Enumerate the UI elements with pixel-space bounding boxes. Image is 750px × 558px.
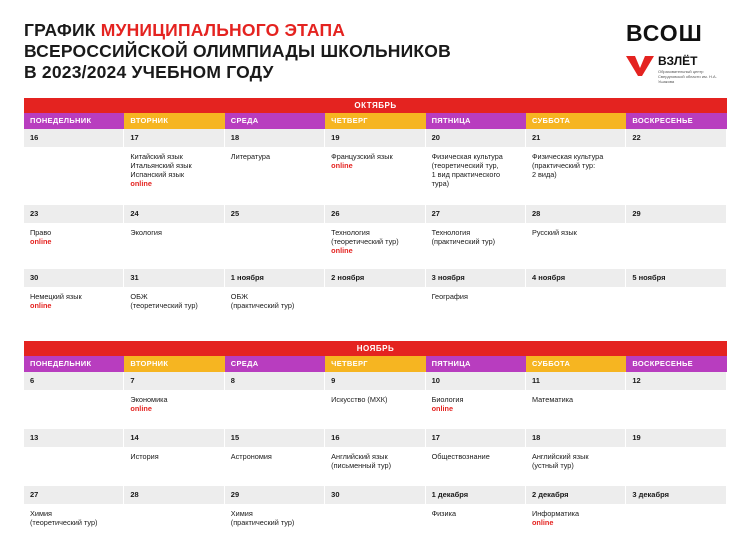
weekday-name: ВТОРНИК [124, 113, 224, 129]
events-row [24, 391, 727, 429]
date-cell: 8 [225, 372, 325, 390]
event-cell [526, 391, 626, 429]
date-cell: 18 [526, 429, 626, 447]
date-row [24, 205, 727, 224]
event-cell [124, 391, 224, 429]
event-subject: Литература [230, 152, 271, 161]
date-cell: 3 декабря [626, 486, 726, 504]
date-row [24, 372, 727, 391]
event-cell [124, 448, 224, 486]
event-cell [24, 505, 124, 535]
events-row [24, 148, 727, 205]
online-badge: online [130, 179, 152, 188]
event-cell [526, 288, 626, 318]
weekday-name: ПЯТНИЦА [426, 356, 526, 372]
event-subject: ОБЖ [230, 292, 248, 301]
date-cell: 29 [626, 205, 726, 223]
date-cell: 12 [626, 372, 726, 390]
date-cell: 18 [225, 129, 325, 147]
date-cell: 23 [24, 205, 124, 223]
date-cell: 27 [24, 486, 124, 504]
page-title [24, 20, 451, 83]
event-subject: Химия [230, 509, 253, 518]
event-cell [526, 148, 626, 205]
event-cell [426, 391, 526, 429]
event-subject: Английский язык [331, 452, 388, 461]
date-cell: 16 [24, 129, 124, 147]
event-subject: (практический тур) [431, 237, 496, 246]
date-cell: 11 [526, 372, 626, 390]
event-cell [626, 391, 726, 429]
event-cell [325, 448, 425, 486]
event-cell [24, 288, 124, 318]
vzlet-subtitle: Образовательный центр Свердловской области им. Н.А. Ушакова [658, 69, 717, 84]
event-subject: Китайский язык [130, 152, 183, 161]
event-subject: (устный тур) [531, 461, 574, 470]
event-cell [325, 148, 425, 205]
weekday-name: ВОСКРЕСЕНЬЕ [626, 113, 726, 129]
date-cell: 30 [24, 269, 124, 287]
date-row [24, 429, 727, 448]
date-cell: 2 ноября [325, 269, 425, 287]
weekday-name: ВОСКРЕСЕНЬЕ [626, 356, 726, 372]
online-badge: online [331, 161, 353, 170]
date-cell: 2 декабря [526, 486, 626, 504]
events-row [24, 505, 727, 535]
week-row [24, 129, 727, 205]
event-subject: Химия [30, 509, 52, 518]
date-cell: 26 [325, 205, 425, 223]
event-subject: Искусство (МХК) [331, 395, 388, 404]
date-cell: 28 [124, 486, 224, 504]
event-subject: ОБЖ [130, 292, 148, 301]
vzlet-name: ВЗЛЁТ [658, 54, 698, 68]
event-subject: История [130, 452, 159, 461]
event-subject: Право [30, 228, 52, 237]
week-row [24, 269, 727, 318]
event-cell [24, 391, 124, 429]
date-cell: 5 ноября [626, 269, 726, 287]
event-cell [626, 505, 726, 535]
date-cell: 7 [124, 372, 224, 390]
events-row [24, 224, 727, 269]
event-subject: Французский язык [331, 152, 393, 161]
event-cell [526, 505, 626, 535]
event-cell [24, 448, 124, 486]
date-cell: 31 [124, 269, 224, 287]
week-row [24, 486, 727, 535]
date-cell: 9 [325, 372, 425, 390]
event-subject: Физическая культура [531, 152, 604, 161]
week-row [24, 429, 727, 486]
date-cell: 29 [225, 486, 325, 504]
event-cell [325, 288, 425, 318]
event-cell [325, 505, 425, 535]
online-badge: online [130, 404, 152, 413]
event-subject: (теоретический тур, [431, 161, 499, 170]
weekday-header [24, 356, 727, 372]
event-cell [225, 448, 325, 486]
event-subject: 2 вида) [531, 170, 557, 179]
event-cell [325, 391, 425, 429]
event-subject: Информатика [531, 509, 580, 518]
date-cell: 28 [526, 205, 626, 223]
online-badge: online [30, 237, 52, 246]
event-subject: (теоретический тур) [130, 301, 198, 310]
online-badge: online [531, 518, 554, 527]
date-cell: 22 [626, 129, 726, 147]
date-cell: 1 декабря [426, 486, 526, 504]
weekday-name: СУББОТА [526, 113, 626, 129]
title-line-1 [24, 20, 451, 41]
weekday-name: ВТОРНИК [124, 356, 224, 372]
event-cell [426, 505, 526, 535]
event-cell [124, 505, 224, 535]
title-line-3: В 2023/2024 УЧЕБНОМ ГОДУ [24, 62, 274, 82]
event-subject: Физическая культура [431, 152, 503, 161]
date-row [24, 129, 727, 148]
weekday-name: ПЯТНИЦА [426, 113, 526, 129]
date-cell: 19 [325, 129, 425, 147]
date-cell: 20 [426, 129, 526, 147]
event-cell [24, 224, 124, 269]
event-cell [526, 448, 626, 486]
date-cell: 19 [626, 429, 726, 447]
online-badge: online [30, 301, 52, 310]
date-cell: 21 [526, 129, 626, 147]
weekday-header [24, 113, 727, 129]
title-part-1: ГРАФИК [24, 20, 101, 40]
date-cell: 14 [124, 429, 224, 447]
event-subject: Биология [431, 395, 464, 404]
vzlet-mark-icon [626, 54, 654, 78]
event-cell [426, 448, 526, 486]
event-subject: География [431, 292, 468, 301]
weekday-name: ПОНЕДЕЛЬНИК [24, 113, 124, 129]
event-subject: Английский язык [531, 452, 589, 461]
weekday-name: ЧЕТВЕРГ [325, 113, 425, 129]
online-badge: online [331, 246, 353, 255]
event-subject: Математика [531, 395, 574, 404]
event-subject: Экология [130, 228, 162, 237]
date-cell: 16 [325, 429, 425, 447]
date-cell: 15 [225, 429, 325, 447]
event-cell [426, 224, 526, 269]
event-cell [24, 148, 124, 205]
events-row [24, 288, 727, 318]
weekday-name: СРЕДА [225, 356, 325, 372]
title-line-2: ВСЕРОССИЙСКОЙ ОЛИМПИАДЫ ШКОЛЬНИКОВ [24, 41, 451, 61]
title-part-2: МУНИЦИПАЛЬНОГО ЭТАПА [100, 20, 346, 40]
event-subject: (практический тур: [531, 161, 596, 170]
weekday-name: СУББОТА [526, 356, 626, 372]
date-cell: 1 ноября [225, 269, 325, 287]
event-subject: Астрономия [230, 452, 272, 461]
event-subject: (практический тур) [230, 518, 295, 527]
date-cell: 3 ноября [426, 269, 526, 287]
event-subject: Физика [431, 509, 457, 518]
event-subject: Технология [431, 228, 471, 237]
month-title: НОЯБРЬ [24, 341, 727, 356]
month-november [24, 341, 727, 535]
event-subject: Итальянский язык [130, 161, 192, 170]
event-cell [124, 288, 224, 318]
date-cell: 17 [426, 429, 526, 447]
event-subject: (теоретический тур) [30, 518, 98, 527]
event-cell [626, 288, 726, 318]
event-subject: Испанский язык [130, 170, 185, 179]
event-subject: тура) [431, 179, 450, 188]
event-cell [626, 148, 726, 205]
event-subject: 1 вид практического [431, 170, 501, 179]
date-cell: 25 [225, 205, 325, 223]
event-subject: Русский язык [531, 228, 577, 237]
weekday-name: ЧЕТВЕРГ [325, 356, 425, 372]
date-cell: 24 [124, 205, 224, 223]
date-cell: 27 [426, 205, 526, 223]
date-cell: 17 [124, 129, 224, 147]
date-row [24, 269, 727, 288]
event-cell [225, 224, 325, 269]
online-badge: online [431, 404, 454, 413]
weekday-name: ПОНЕДЕЛЬНИК [24, 356, 124, 372]
vzlet-logo [626, 54, 730, 82]
event-subject: (практический тур) [230, 301, 295, 310]
event-cell [325, 224, 425, 269]
date-cell: 4 ноября [526, 269, 626, 287]
event-cell [124, 224, 224, 269]
date-cell: 13 [24, 429, 124, 447]
event-subject: Обществознание [431, 452, 490, 461]
event-subject: Технология [331, 228, 370, 237]
vsosh-logo: ВСОШ [626, 20, 703, 46]
event-cell [225, 288, 325, 318]
date-cell: 30 [325, 486, 425, 504]
event-cell [426, 148, 526, 205]
event-cell [626, 448, 726, 486]
event-cell [626, 224, 726, 269]
event-cell [426, 288, 526, 318]
date-cell: 6 [24, 372, 124, 390]
event-cell [225, 148, 325, 205]
month-october [24, 98, 727, 318]
weekday-name: СРЕДА [225, 113, 325, 129]
event-cell [225, 391, 325, 429]
event-cell [225, 505, 325, 535]
event-subject: (письменный тур) [331, 461, 392, 470]
month-title: ОКТЯБРЬ [24, 98, 727, 113]
date-row [24, 486, 727, 505]
event-subject: Экономика [130, 395, 168, 404]
event-subject: (теоретический тур) [331, 237, 399, 246]
date-cell: 10 [426, 372, 526, 390]
event-cell [526, 224, 626, 269]
events-row [24, 448, 727, 486]
event-cell [124, 148, 224, 205]
event-subject: Немецкий язык [30, 292, 82, 301]
week-row [24, 205, 727, 269]
week-row [24, 372, 727, 429]
